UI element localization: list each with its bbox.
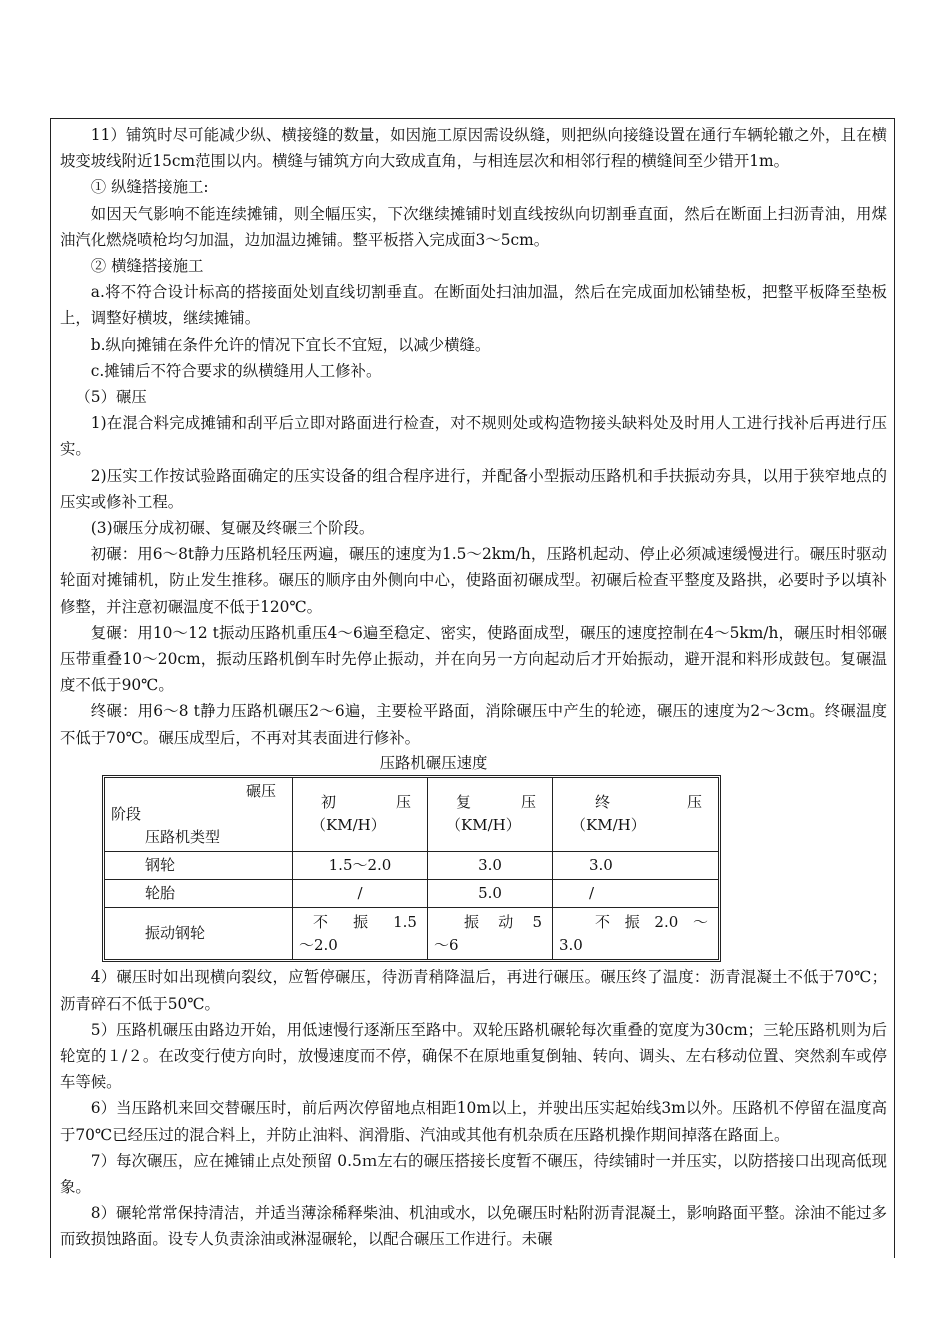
value-part: 振 bbox=[624, 912, 640, 931]
value-part: 不 bbox=[313, 912, 329, 931]
value-part: 5 bbox=[532, 912, 542, 931]
header-initial-compaction bbox=[293, 778, 428, 852]
header-col2-unit: （KM/H） bbox=[446, 816, 521, 835]
value-part: 2.0 bbox=[654, 912, 679, 931]
paragraph: a.将不符合设计标高的搭接面处划直线切割垂直。在断面处扫油加温，然后在完成面加松铺垫板，把整平板降至垫板上，调整好横坡，继续摊铺。 bbox=[60, 283, 887, 328]
value-part: ～ bbox=[692, 912, 708, 931]
header-col1-b: 压 bbox=[395, 793, 411, 812]
row-value-final: / bbox=[553, 879, 719, 907]
row-name: 轮胎 bbox=[105, 879, 293, 907]
header-corner-bottom: 压路机类型 bbox=[145, 827, 221, 846]
header-final-compaction bbox=[553, 778, 719, 852]
header-col2-a: 复 bbox=[456, 793, 472, 812]
document-frame bbox=[50, 118, 895, 1258]
paragraph: ② 横缝搭接施工 bbox=[90, 257, 204, 276]
table-row bbox=[105, 907, 718, 959]
paragraph: 11）铺筑时尽可能减少纵、横接缝的数量，如因施工原因需设纵缝，则把纵向接缝设置在通行车辆轮辙之外，且在横坡变坡线附近15cm范围以内。横缝与铺筑方向大致成直角，与相连层次和相邻行程的横缝间至少错开1m。 bbox=[60, 126, 887, 171]
header-col1-a: 初 bbox=[321, 793, 337, 812]
paragraph: c.摊铺后不符合要求的纵横缝用人工修补。 bbox=[90, 361, 382, 380]
paragraphs-bottom bbox=[60, 964, 887, 1252]
row-value-initial: / bbox=[293, 879, 428, 907]
paragraph: （5）碾压 bbox=[75, 388, 147, 407]
paragraph: 2)压实工作按试验路面确定的压实设备的组合程序进行，并配备小型振动压路机和手扶振动夯具，以用于狭窄地点的压实或修补工程。 bbox=[60, 466, 887, 511]
header-col1-unit: （KM/H） bbox=[311, 816, 386, 835]
row-name: 振动钢轮 bbox=[105, 907, 293, 959]
value-part: 1.5 bbox=[393, 912, 417, 931]
value-part: ～6 bbox=[434, 935, 459, 954]
row-value-re bbox=[428, 907, 553, 959]
paragraph: 4）碾压时如出现横向裂纹，应暂停碾压，待沥青稍降温后，再进行碾压。碾压终了温度：沥青混凝土不低于70℃；沥青碎石不低于50℃。 bbox=[60, 968, 887, 1013]
row-value-initial bbox=[293, 907, 428, 959]
paragraph: 8）碾轮常常保持清洁，并适当薄涂稀释柴油、机油或水，以免碾压时粘附沥青混凝土，影响路面平整。涂油不能过多而致损蚀路面。设专人负责涂油或淋湿碾轮，以配合碾压工作进行。未碾 bbox=[60, 1204, 887, 1249]
document-body bbox=[51, 119, 894, 1253]
paragraph: 终碾：用6～8 t静力压路机碾压2～6遍，主要检平路面，消除碾压中产生的轮迹，碾压的速度为2～3cm。终碾温度不低于70℃。碾压成型后，不再对其表面进行修补。 bbox=[60, 702, 887, 747]
header-col3-b: 压 bbox=[686, 793, 702, 812]
paragraph: 7）每次碾压，应在摊铺止点处预留 0.5ｍ左右的碾压搭接长度暂不碾压，待续铺时一并压实，以防搭接口出现高低现象。 bbox=[60, 1151, 887, 1196]
paragraph: ① 纵缝搭接施工: bbox=[90, 178, 209, 197]
header-col3-unit: （KM/H） bbox=[571, 816, 646, 835]
row-value-re: 3.0 bbox=[428, 851, 553, 879]
header-col3-a: 终 bbox=[595, 793, 611, 812]
value-part: 3.0 bbox=[559, 935, 583, 954]
value-part: 动 bbox=[498, 912, 514, 931]
table-row bbox=[105, 851, 718, 879]
roller-speed-table bbox=[102, 775, 721, 963]
paragraph: b.纵向摊铺在条件允许的情况下宜长不宜短，以减少横缝。 bbox=[90, 335, 491, 354]
paragraph: 初碾：用6～8t静力压路机轻压两遍，碾压的速度为1.5～2km/h，压路机起动、停止必须减速缓慢进行。碾压时驱动轮面对摊铺机，防止发生推移。碾压的顺序由外侧向中心，使路面初碾成型。初碾后检查平整度及路拱，必要时予以填补修整，并注意初碾温度不低于120℃。 bbox=[60, 545, 887, 616]
header-corner-mid: 阶段 bbox=[111, 804, 142, 823]
header-corner-cell bbox=[105, 778, 293, 852]
row-name: 钢轮 bbox=[105, 851, 293, 879]
header-re-compaction bbox=[428, 778, 553, 852]
paragraph: 5）压路机碾压由路边开始，用低速慢行逐渐压至路中。双轮压路机碾轮每次重叠的宽度为30cm；三轮压路机则为后轮宽的１/２。在改变行使方向时，放慢速度而不停，确保不在原地重复倒轴、转向、调头、左右移动位置、突然刹车或停车等候。 bbox=[60, 1020, 887, 1092]
table-caption: 压路机碾压速度 bbox=[379, 753, 488, 772]
paragraphs-top bbox=[60, 122, 887, 751]
row-value-re: 5.0 bbox=[428, 879, 553, 907]
value-part: 振 bbox=[464, 912, 480, 931]
header-col2-b: 压 bbox=[520, 793, 536, 812]
row-value-initial: 1.5～2.0 bbox=[293, 851, 428, 879]
table-row bbox=[105, 879, 718, 907]
value-part: 振 bbox=[353, 912, 369, 931]
paragraph: 如因天气影响不能连续摊铺，则全幅压实，下次继续摊铺时划直线按纵向切割垂直面，然后在断面上扫沥青油，用煤油汽化燃烧喷枪均匀加温，边加温边摊铺。整平板搭入完成面3～5cm。 bbox=[60, 204, 887, 249]
value-part: 不 bbox=[595, 912, 611, 931]
paragraph: (3)碾压分成初碾、复碾及终碾三个阶段。 bbox=[90, 519, 375, 538]
paragraph: 复碾：用10～12 t振动压路机重压4～6遍至稳定、密实，使路面成型，碾压的速度控制在4～5km/h，碾压时相邻碾压带重叠10～20cm，振动压路机倒车时先停止振动，并在向另一方向起动后才开始振动，避开混和料形成鼓包。复碾温度不低于90℃。 bbox=[60, 623, 887, 695]
value-part: ～2.0 bbox=[299, 935, 338, 954]
row-value-final: 3.0 bbox=[553, 851, 719, 879]
table-header-row bbox=[105, 778, 718, 852]
header-corner-top: 碾压 bbox=[245, 781, 276, 800]
paragraph: 1)在混合料完成摊铺和刮平后立即对路面进行检查，对不规则处或构造物接头缺料处及时用人工进行找补后再进行压实。 bbox=[60, 414, 887, 459]
row-value-final bbox=[553, 907, 719, 959]
paragraph: 6）当压路机来回交替碾压时，前后两次停留地点相距10m以上，并驶出压实起始线3m以外。压路机不停留在温度高于70℃已经压过的混合料上，并防止油料、润滑脂、汽油或其他有机杂质在压路机操作期间掉落在路面上。 bbox=[60, 1099, 887, 1144]
